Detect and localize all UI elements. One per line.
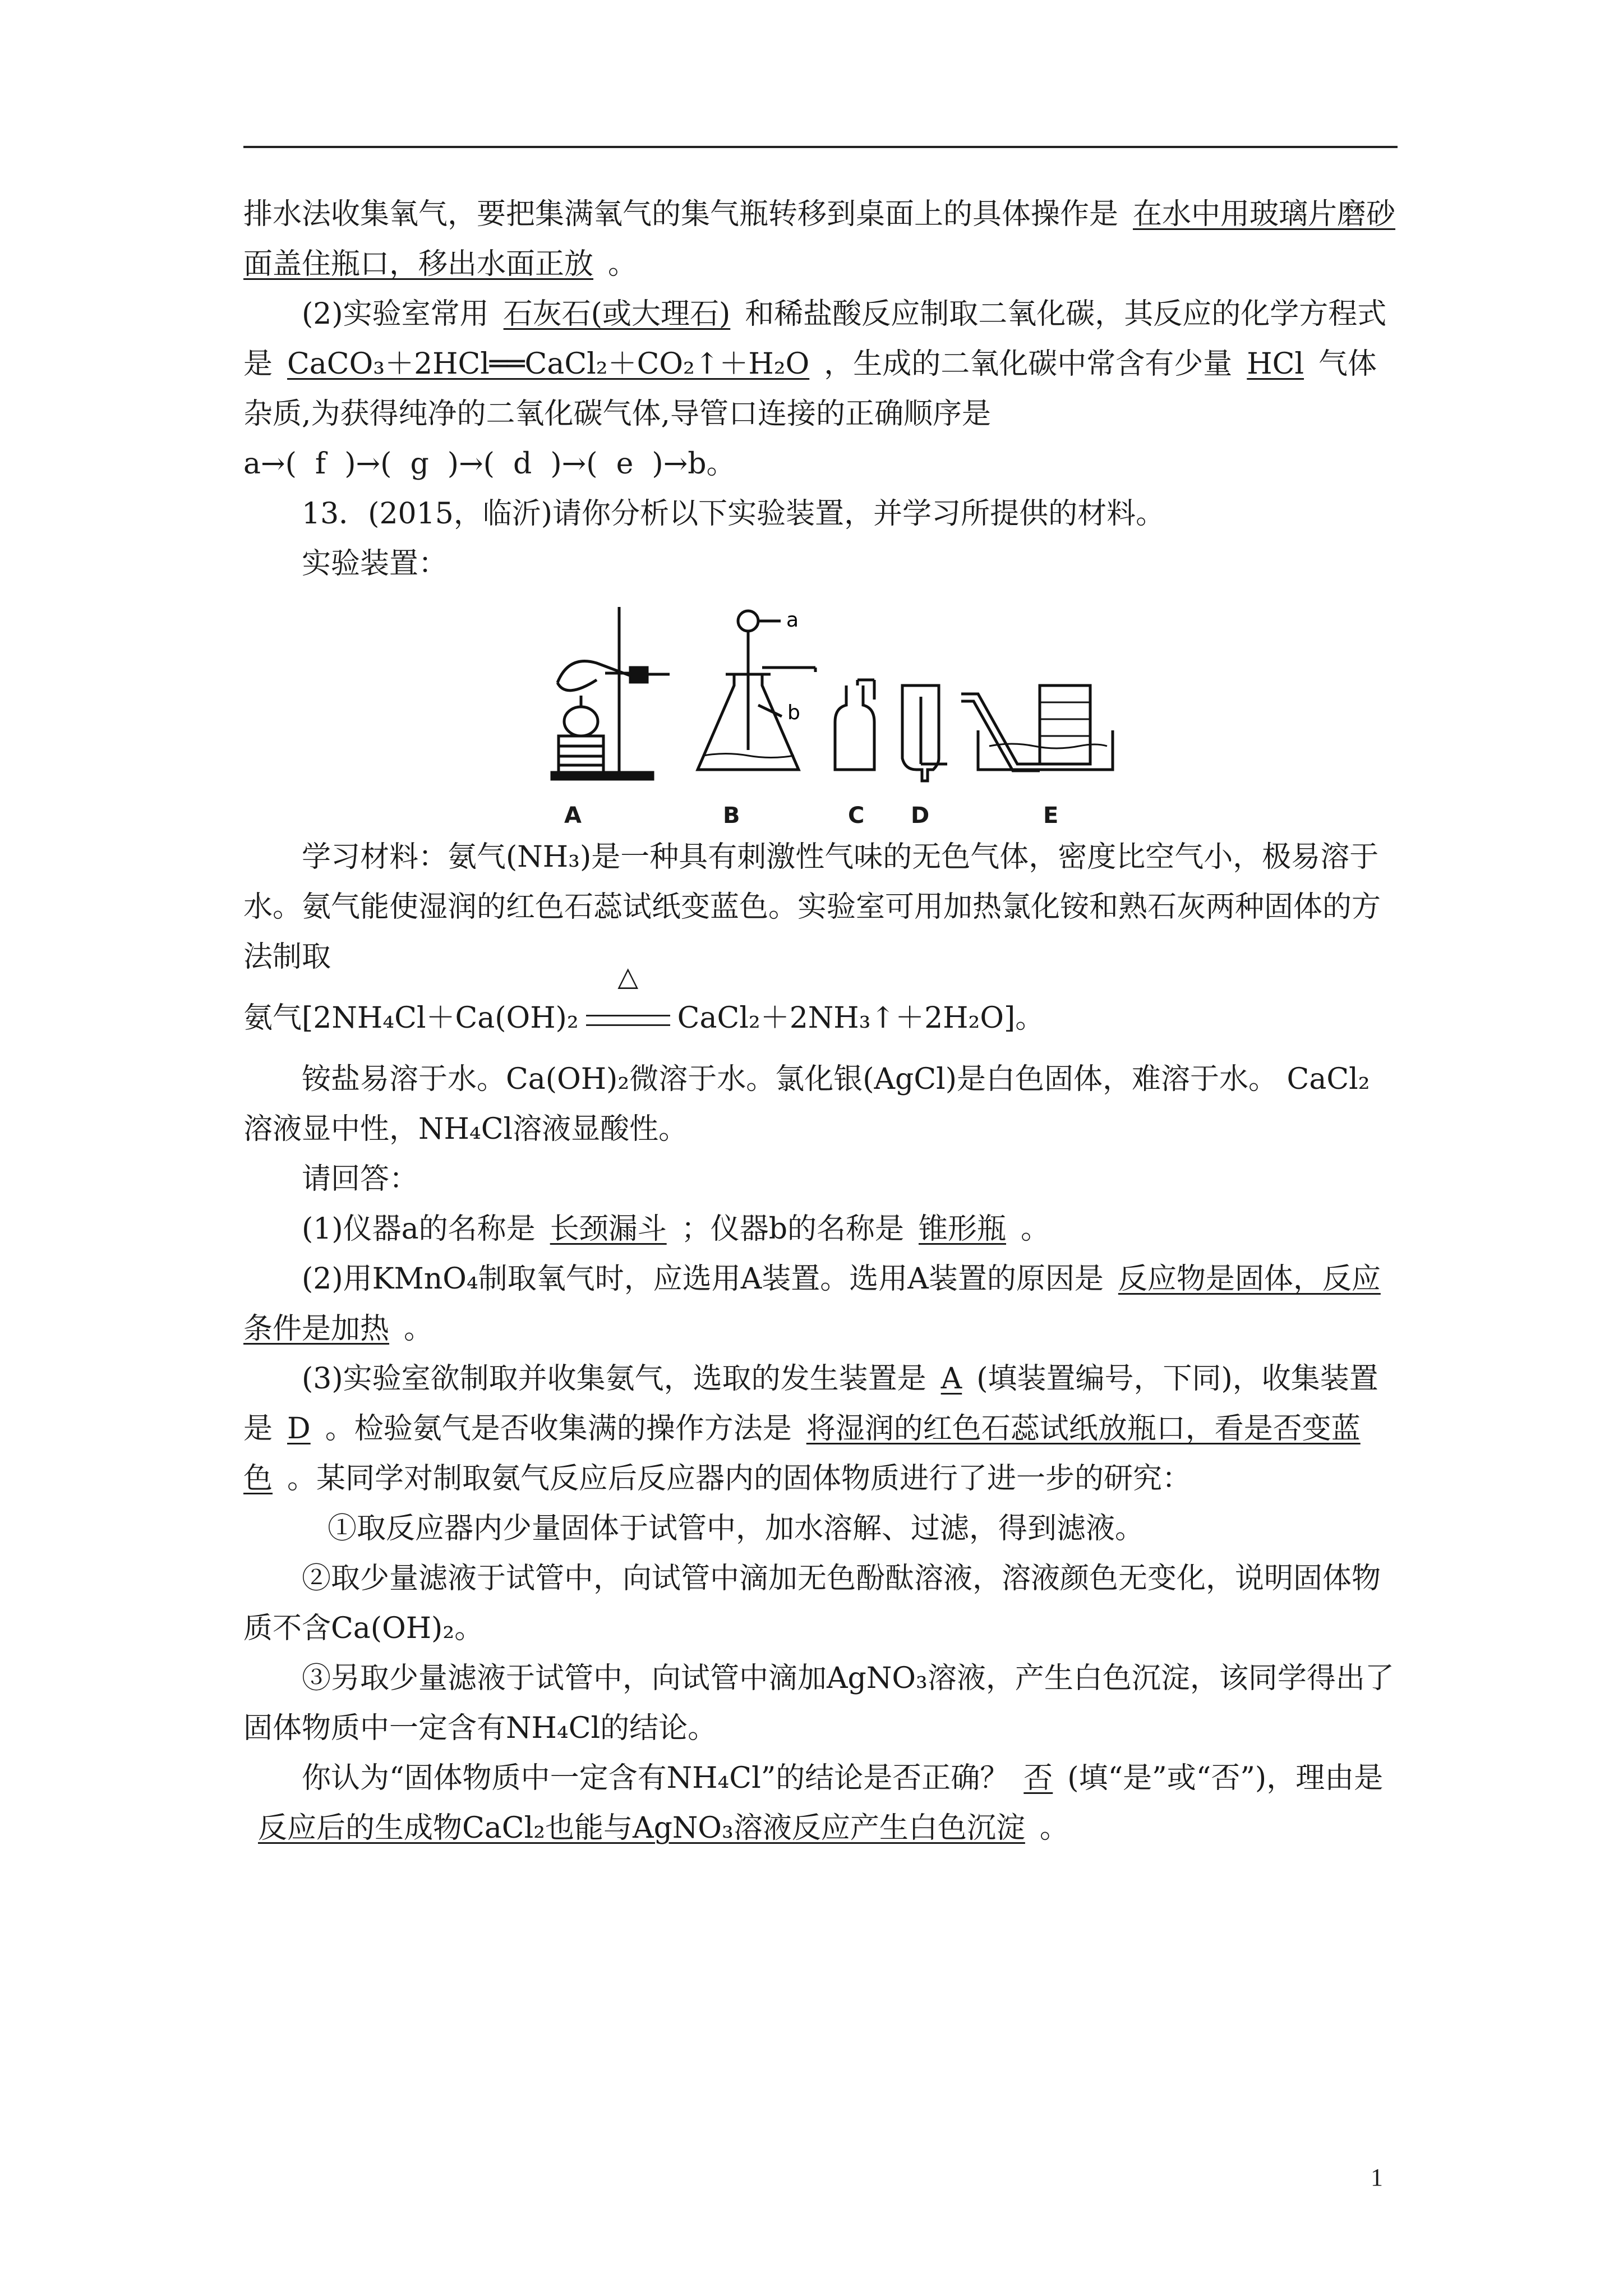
punct: 。 (608, 247, 638, 281)
inverted-jar (1040, 685, 1090, 764)
heat-symbol: △ (617, 961, 639, 992)
text: 。某同学对制取氨气反应后反应器内的固体物质进行了进一步的研究： (287, 1462, 1192, 1496)
answer-blank: A (940, 1362, 962, 1396)
figure-label-a: A (564, 803, 582, 829)
order-g: g (410, 447, 429, 481)
text: (3)实验室欲制取并收集氨气，选取的发生装置是 (302, 1362, 926, 1396)
document-body (243, 190, 1398, 1853)
ask-label: 请回答： (302, 1162, 419, 1196)
answer-1 (243, 1204, 1398, 1254)
q12-p2-text: 气体杂质,为获得纯净的二氧化碳气体,导管口连接的正确顺序是a→( (243, 347, 1377, 481)
answer-blank: 将湿润的红色石蕊试纸放瓶口，看是否变蓝色 (243, 1412, 1361, 1496)
step-3: ③另取少量滤液于试管中，向试管中滴加AgNO₃溶液，产生白色沉淀，该同学得出了固体物质中一定含有NH₄Cl的结论。 (243, 1662, 1394, 1745)
alcohol-lamp (564, 707, 598, 736)
punct: 。 (1021, 1212, 1050, 1246)
answer-blank: 反应后的生成物CaCl₂也能与AgNO₃溶液反应产生白色沉淀 (258, 1811, 1025, 1845)
text: 你认为“固体物质中一定含有NH₄Cl”的结论是否正确？ (302, 1761, 1009, 1795)
part-a-label: a (786, 609, 799, 632)
q12-part1 (243, 190, 1398, 289)
order-f: f (315, 447, 326, 481)
text: (填装置编号，下同)，收集装置是 (243, 1362, 1378, 1446)
answer-blank: HCl (1247, 347, 1304, 381)
figure-label-d: D (911, 803, 930, 829)
figure-label-c: C (848, 803, 865, 829)
step-1: ①取反应器内少量固体于试管中，加水溶解、过滤，得到滤液。 (328, 1512, 1145, 1545)
order-e: e (616, 447, 634, 481)
funnel-bulb (738, 611, 758, 631)
material-equation (243, 961, 1398, 1043)
answer-3 (243, 1354, 1398, 1504)
equation-left: 氨气[2NH₄Cl＋Ca(OH)₂ (243, 1001, 579, 1035)
text: (1)仪器a的名称是 (302, 1212, 536, 1246)
apparatus-label: 实验装置： (302, 547, 448, 581)
q12-p2-text: 和稀盐酸反应制取二氧化碳，其反应的化学方程式是 (243, 297, 1387, 381)
figure-label-e: E (1043, 803, 1059, 829)
apparatus-drawing (535, 601, 1129, 829)
material-paragraph-2: 铵盐易溶于水。Ca(OH)₂微溶于水。氯化银(AgCl)是白色固体，难溶于水。 CaCl₂溶液显中性，NH₄Cl溶液显酸性。 (243, 1062, 1370, 1146)
answer-blank: 长颈漏斗 (550, 1212, 667, 1246)
q12-part2: (2)实验室常用 石灰石(或大理石) 和稀盐酸反应制取二氧化碳，其反应的化学方程式是 CaCO₃＋2HCl══CaCl₂＋CO₂↑＋H₂O ，生成的二氧化碳中常含有少量 HCl 气体杂质,为获得纯净的二氧化碳气体,导管口连接的正确顺序是a→( f )→( g )→( d )→( e )→b。 (243, 297, 1387, 481)
q12-line1-text: 排水法收集氧气，要把集满氧气的集气瓶转移到桌面上的具体操作是 (243, 197, 1119, 231)
delivery-tube-e (961, 694, 1040, 764)
page-number: 1 (1371, 2164, 1383, 2191)
heating-condition (579, 961, 677, 1043)
q12-p2-text: (2)实验室常用 (302, 297, 489, 331)
final-question (243, 1754, 1398, 1853)
q13-title: 13．(2015，临沂)请你分析以下实验装置，并学习所提供的材料。 (302, 497, 1165, 531)
material-paragraph-1: 学习材料：氨气(NH₃)是一种具有刺激性气味的无色气体，密度比空气小，极易溶于水。氨气能使湿润的红色石蕊试纸变蓝色。实验室可用加热氯化铵和熟石灰两种固体的方法制取 (243, 840, 1381, 974)
equation-right: CaCl₂＋2NH₃↑＋2H₂O]。 (677, 1001, 1045, 1035)
answer-blank: 石灰石(或大理石) (503, 297, 731, 331)
header-rule (243, 146, 1398, 148)
equation-blank: CaCO₃＋2HCl══CaCl₂＋CO₂↑＋H₂O (287, 347, 810, 381)
answer-blank: 锥形瓶 (918, 1212, 1006, 1246)
punct: 。 (1039, 1811, 1069, 1845)
equals-bars (586, 1015, 670, 1026)
step-2: ②取少量滤液于试管中，向试管中滴加无色酚酞溶液，溶液颜色无变化，说明固体物质不含Ca(OH)₂。 (243, 1562, 1381, 1645)
part-b-label: b (787, 701, 800, 724)
lamp-block (559, 736, 603, 772)
text: (填“是”或“否”)，理由是 (1067, 1761, 1384, 1795)
order-d: d (513, 447, 532, 481)
answer-blank: D (287, 1412, 311, 1446)
answer-blank: 反应物是固体，反应条件是加热 (243, 1262, 1381, 1346)
answer-blank: 否 (1023, 1761, 1053, 1795)
figure-label-b: B (723, 803, 740, 829)
text: (2)用KMnO₄制取氧气时，应选用A装置。选用A装置的原因是 (302, 1262, 1104, 1296)
answer-2 (243, 1254, 1398, 1354)
answer-blank: 在水中用玻璃片磨砂面盖住瓶口，移出水面正放 (243, 197, 1396, 281)
text: 。检验氨气是否收集满的操作方法是 (325, 1412, 792, 1446)
apparatus-figure (243, 601, 1398, 829)
q12-p2-text: ，生成的二氧化碳中常含有少量 (824, 347, 1233, 381)
text: ；仪器b的名称是 (681, 1212, 904, 1246)
punct: 。 (404, 1312, 434, 1346)
punct: )→b。 (652, 447, 736, 481)
gas-bottle-c (835, 685, 874, 770)
